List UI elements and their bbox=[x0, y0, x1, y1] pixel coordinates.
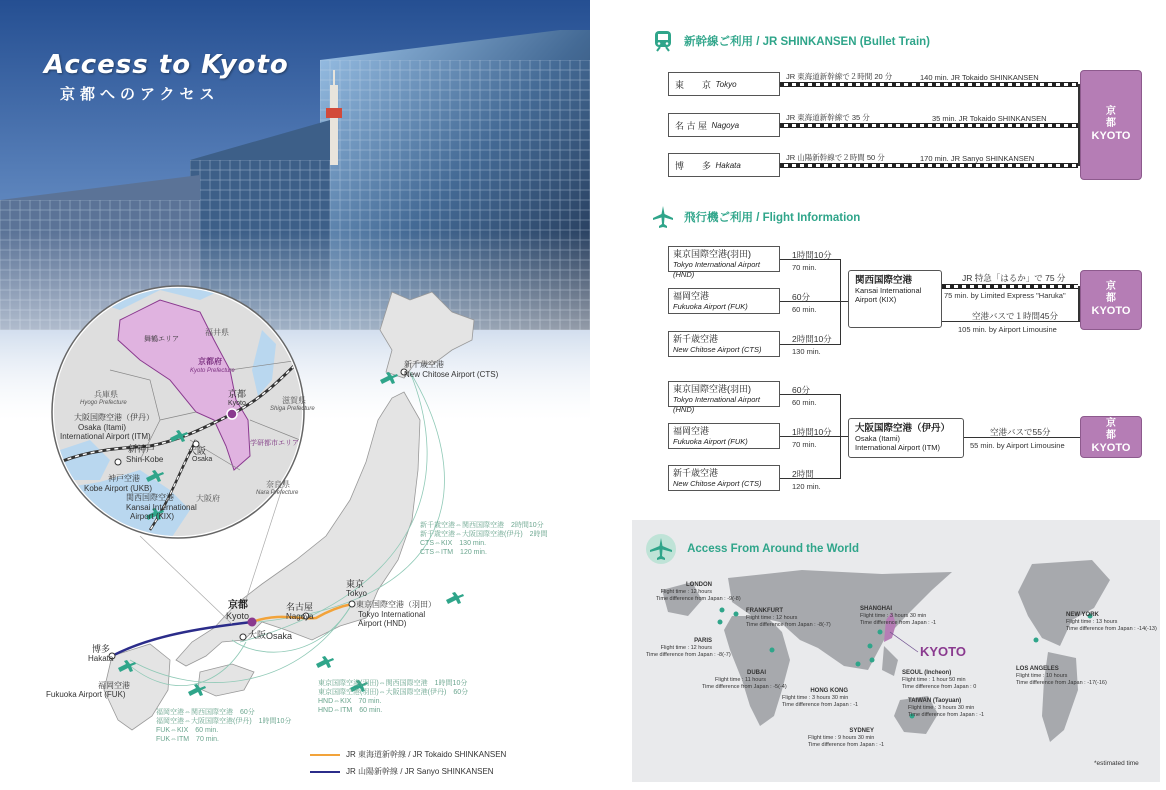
itm-origin-hnd bbox=[668, 381, 780, 414]
estimated-time-note: *estimated time bbox=[1094, 760, 1139, 767]
kix-origin-fuk-en: Fukuoka Airport (FUK) bbox=[673, 302, 748, 312]
kix-bracket bbox=[840, 259, 841, 345]
kix-hub-jp: 関西国際空港 bbox=[855, 275, 913, 286]
itm-time-hnd-jp: 60分 bbox=[792, 385, 810, 395]
city-hongkong-name: HONG KONG bbox=[810, 688, 848, 694]
fuk-note-4: FUK⇔ITM 70 min. bbox=[156, 736, 220, 743]
osaka-jp-label: 大阪 bbox=[248, 630, 267, 640]
osaka-en-label: Osaka bbox=[266, 631, 293, 641]
inset-osaka-jp: 大阪 bbox=[188, 446, 207, 456]
city-seoul-flight: Flight time : 1 hour 50 min bbox=[902, 677, 966, 684]
city-newyork-name: NEW YORK bbox=[1066, 612, 1099, 618]
city-dubai-diff: Time difference from Japan : -5(-4) bbox=[702, 683, 787, 690]
kix-time-fuk-jp: 60分 bbox=[792, 292, 810, 302]
city-london bbox=[656, 582, 741, 602]
kix-hub-en1: Kansai International bbox=[855, 286, 922, 296]
kyoto-en-label: Kyoto bbox=[226, 611, 250, 621]
fuk-note-3: FUK⇔KIX 60 min. bbox=[156, 727, 219, 734]
rail-nagoya bbox=[780, 123, 1078, 128]
origin-tokyo-en: Tokyo bbox=[715, 79, 737, 89]
hero-subtitle: 京都へのアクセス bbox=[60, 85, 220, 103]
kix-time-cts-jp: 2時間10分 bbox=[792, 334, 832, 344]
fukui-label: 福井県 bbox=[205, 328, 229, 337]
fuk-en-label: Fukuoka Airport (FUK) bbox=[46, 690, 126, 699]
city-newyork bbox=[1066, 612, 1157, 632]
world-heading bbox=[646, 534, 859, 564]
itm-time-hnd-en: 60 min. bbox=[792, 398, 817, 407]
airplane-icon bbox=[650, 204, 676, 230]
city-dubai-name: DUBAI bbox=[747, 670, 766, 676]
origin-hakata-jp: 博 多 bbox=[675, 160, 712, 171]
city-hongkong bbox=[782, 688, 859, 708]
kix-origin-cts-jp: 新千歳空港 bbox=[673, 334, 719, 344]
hyogo-en-label: Hyogo Prefecture bbox=[80, 400, 127, 406]
shiga-en-label: Shiga Prefecture bbox=[270, 406, 315, 412]
hnd-note-2: 東京国際空港(羽田)⇔大阪国際空港(伊丹) 60分 bbox=[318, 689, 469, 696]
shinkansen-heading-text: 新幹線ご利用 / JR SHINKANSEN (Bullet Train) bbox=[684, 36, 930, 48]
kix-time-cts-en: 130 min. bbox=[792, 347, 821, 356]
route-hakata-jp: JR 山陽新幹線で２時間 50 分 bbox=[786, 153, 885, 162]
ukb-jp-label: 神戸空港 bbox=[108, 474, 140, 483]
shinkobe-jp-label: 新神戸 bbox=[128, 444, 156, 454]
city-seoul bbox=[902, 670, 976, 690]
hnd-note-3: HND⇔KIX 70 min. bbox=[318, 698, 382, 705]
shinkobe-en-label: Shin-Kobe bbox=[126, 455, 164, 464]
city-paris-diff: Time difference from Japan : -8(-7) bbox=[646, 651, 731, 658]
cts-note-4: CTS⇔ITM 120 min. bbox=[420, 549, 487, 556]
city-losangeles-flight: Flight time : 10 hours bbox=[1016, 673, 1068, 680]
itm-hub-en1: Osaka (Itami) bbox=[855, 434, 901, 444]
city-dubai-flight: Flight time : 11 hours bbox=[715, 677, 766, 684]
nagoya-en-label: Nagoya bbox=[286, 612, 314, 621]
city-taiwan-flight: Flight time : 3 hours 30 min bbox=[908, 705, 975, 712]
itm-hub-en2: International Airport (ITM) bbox=[855, 443, 941, 453]
route-nagoya-en: 35 min. JR Tokaido SHINKANSEN bbox=[932, 114, 1047, 123]
city-frankfurt-diff: Time difference from Japan : -8(-7) bbox=[746, 621, 831, 628]
itm-time-cts-en: 120 min. bbox=[792, 482, 821, 491]
osaka-pref-label: 大阪府 bbox=[196, 494, 220, 503]
itm-origin-cts-en: New Chitose Airport (CTS) bbox=[673, 479, 762, 489]
kix-time-hnd-en: 70 min. bbox=[792, 263, 817, 272]
itm-origin-hnd-jp: 東京国際空港(羽田) bbox=[673, 384, 751, 394]
kix-en2-label: Airport (KIX) bbox=[130, 512, 175, 521]
shinkansen-kyoto-jp: 京 都 bbox=[1106, 106, 1142, 130]
route-nagoya-jp: JR 東海道新幹線で 35 分 bbox=[786, 113, 870, 122]
fuk-note-1: 福岡空港⇔関西国際空港 60分 bbox=[156, 709, 255, 716]
city-losangeles-diff: Time difference from Japan : -17(-16) bbox=[1016, 679, 1107, 686]
itm-origin-fuk bbox=[668, 423, 780, 449]
maizuru-label: 舞鶴エリア bbox=[144, 336, 179, 343]
origin-tokyo-jp: 東 京 bbox=[675, 79, 712, 90]
cts-note-3: CTS⇔KIX 130 min. bbox=[420, 540, 487, 547]
hnd-note-1: 東京国際空港(羽田)⇔関西国際空港 1時間10分 bbox=[318, 680, 468, 687]
inset-osaka-en: Osaka bbox=[192, 456, 213, 463]
city-paris-flight: Flight time : 12 hours bbox=[660, 645, 712, 652]
cts-note-2: 新千歳空港⇔大阪国際空港(伊丹) 2時間 bbox=[420, 531, 548, 538]
origin-hakata-en: Hakata bbox=[715, 160, 741, 170]
flight-heading-text: 飛行機ご利用 / Flight Information bbox=[684, 212, 861, 224]
city-frankfurt bbox=[746, 608, 831, 628]
city-losangeles bbox=[1016, 666, 1107, 686]
city-taiwan-diff: Time difference from Japan : -1 bbox=[908, 711, 985, 718]
itm-origin-cts-jp: 新千歳空港 bbox=[673, 468, 719, 478]
itm-jp-label: 大阪国際空港（伊丹） bbox=[74, 413, 154, 422]
city-hongkong-diff: Time difference from Japan : -1 bbox=[782, 701, 859, 708]
city-shanghai bbox=[860, 606, 936, 626]
fuk-note-2: 福岡空港⇔大阪国際空港(伊丹) 1時間10分 bbox=[156, 718, 292, 725]
tokaido-swatch bbox=[310, 754, 340, 756]
itm-en1-label: Osaka (Itami) bbox=[78, 423, 127, 432]
kyoto-pref-label: 京都府 bbox=[198, 357, 222, 366]
kix-origin-fuk-jp: 福岡空港 bbox=[673, 291, 710, 301]
kix-time-hnd-jp: 1時間10分 bbox=[792, 250, 832, 260]
route-tokyo-en: 140 min. JR Tokaido SHINKANSEN bbox=[920, 73, 1039, 82]
city-hongkong-flight: Flight time : 3 hours 30 min bbox=[782, 695, 849, 702]
limousine-kix-en: 105 min. by Airport Limousine bbox=[958, 325, 1057, 334]
city-sydney-name: SYDNEY bbox=[849, 728, 874, 734]
city-london-name: LONDON bbox=[686, 582, 712, 588]
kix-origin-cts-en: New Chitose Airport (CTS) bbox=[673, 345, 762, 355]
globe-plane-icon bbox=[646, 534, 676, 564]
fuk-jp-label: 福岡空港 bbox=[98, 681, 130, 690]
inset-kyoto-jp: 京都 bbox=[228, 389, 247, 399]
haruka-jp: JR 特急「はるか」で 75 分 bbox=[962, 273, 1066, 283]
limousine-kix-jp: 空港バスで１時間45分 bbox=[972, 311, 1058, 321]
route-tokyo-jp: JR 東海道新幹線で２時間 20 分 bbox=[786, 72, 893, 81]
itm-kyoto-en: KYOTO bbox=[1091, 442, 1131, 455]
kix-time-fuk-en: 60 min. bbox=[792, 305, 817, 314]
kix-hub-box bbox=[848, 270, 942, 328]
city-paris bbox=[646, 638, 731, 658]
shinkansen-kyoto-en: KYOTO bbox=[1091, 130, 1131, 143]
city-frankfurt-flight: Flight time : 12 hours bbox=[746, 615, 798, 622]
city-newyork-diff: Time difference from Japan : -14(-13) bbox=[1066, 625, 1157, 632]
itm-origin-fuk-en: Fukuoka Airport (FUK) bbox=[673, 437, 748, 447]
kix-origin-hnd bbox=[668, 246, 780, 279]
kix-kyoto-jp: 京 都 bbox=[1106, 281, 1142, 305]
itm-origin-fuk-jp: 福岡空港 bbox=[673, 426, 710, 436]
rail-tokyo bbox=[780, 82, 1078, 87]
inset-kyoto-en: Kyoto bbox=[228, 400, 246, 407]
legend-sanyo bbox=[310, 766, 494, 777]
legend-tokaido bbox=[310, 749, 506, 760]
itm-origin-hnd-en: Tokyo International Airport (HND) bbox=[673, 395, 760, 414]
kix-origin-cts bbox=[668, 331, 780, 357]
hakata-jp-label: 博多 bbox=[92, 644, 111, 654]
origin-tokyo bbox=[668, 72, 780, 96]
city-taiwan-name: TAIWAN (Taoyuan) bbox=[908, 698, 962, 704]
rail-haruka bbox=[942, 284, 1078, 289]
legend-sanyo-label: JR 山陽新幹線 / JR Sanyo SHINKANSEN bbox=[346, 767, 494, 776]
tokyo-en-label: Tokyo bbox=[346, 589, 367, 598]
shinkansen-kyoto-box bbox=[1080, 70, 1142, 180]
city-dubai bbox=[702, 670, 787, 690]
itm-en2-label: International Airport (ITM) bbox=[60, 432, 151, 441]
limousine-itm-en: 55 min. by Airport Limousine bbox=[970, 441, 1065, 450]
legend-tokaido-label: JR 東海道新幹線 / JR Tokaido SHINKANSEN bbox=[346, 750, 507, 759]
gakken-label: 学研都市エリア bbox=[250, 440, 299, 447]
itm-kyoto-box bbox=[1080, 416, 1142, 458]
limousine-itm-jp: 空港バスで55分 bbox=[990, 427, 1051, 437]
rail-hakata bbox=[780, 163, 1078, 168]
city-london-flight: Flight time : 12 hours bbox=[660, 589, 712, 596]
nara-label: 奈良県 bbox=[266, 480, 290, 489]
itm-kyoto-jp: 京 都 bbox=[1106, 418, 1142, 442]
itm-time-fuk-en: 70 min. bbox=[792, 440, 817, 449]
cts-en-label: New Chitose Airport (CTS) bbox=[404, 370, 499, 379]
nagoya-jp-label: 名古屋 bbox=[286, 602, 314, 612]
origin-nagoya-en: Nagoya bbox=[711, 120, 740, 130]
world-heading-text: Access From Around the World bbox=[687, 543, 859, 555]
hyogo-label: 兵庫県 bbox=[94, 390, 118, 399]
city-shanghai-name: SHANGHAI bbox=[860, 606, 893, 612]
shinkansen-heading bbox=[650, 28, 930, 54]
haruka-en: 75 min. by Limited Express "Haruka" bbox=[944, 291, 1066, 300]
city-london-diff: Time difference from Japan : -9(-8) bbox=[656, 595, 741, 602]
route-hakata-en: 170 min. JR Sanyo SHINKANSEN bbox=[920, 154, 1035, 163]
city-frankfurt-name: FRANKFURT bbox=[746, 608, 783, 614]
itm-bracket bbox=[840, 394, 841, 479]
itm-line-1 bbox=[780, 394, 840, 395]
ukb-en-label: Kobe Airport (UKB) bbox=[84, 484, 153, 493]
shiga-label: 滋賀県 bbox=[282, 396, 306, 405]
city-shanghai-flight: Flight time : 3 hours 30 min bbox=[860, 613, 927, 620]
kix-kyoto-en: KYOTO bbox=[1091, 305, 1131, 318]
city-losangeles-name: LOS ANGELES bbox=[1016, 666, 1059, 672]
train-icon bbox=[650, 28, 676, 54]
itm-time-fuk-jp: 1時間10分 bbox=[792, 427, 832, 437]
city-seoul-name: SEOUL (Incheon) bbox=[902, 670, 952, 676]
city-sydney-flight: Flight time : 9 hours 30 min bbox=[808, 735, 875, 742]
kix-line-2 bbox=[780, 301, 848, 302]
kix-en1-label: Kansai International bbox=[126, 503, 197, 512]
itm-time-cts-jp: 2時間 bbox=[792, 469, 814, 479]
cts-note-1: 新千歳空港⇔関西国際空港 2時間10分 bbox=[420, 522, 544, 529]
kyoto-jp-label: 京都 bbox=[228, 600, 248, 611]
kix-origin-hnd-en: Tokyo International Airport (HND) bbox=[673, 260, 760, 279]
itm-hub-box bbox=[848, 418, 964, 458]
kix-hub-en2: Airport (KIX) bbox=[855, 295, 897, 305]
city-sydney bbox=[808, 728, 885, 748]
origin-nagoya bbox=[668, 113, 780, 137]
hnd-en2-label: Airport (HND) bbox=[358, 619, 407, 628]
cts-jp-label: 新千歳空港 bbox=[404, 360, 444, 369]
hnd-jp-label: 東京国際空港（羽田） bbox=[356, 600, 436, 609]
nara-en-label: Nara Prefecture bbox=[256, 490, 299, 496]
city-sydney-diff: Time difference from Japan : -1 bbox=[808, 741, 885, 748]
world-map-panel bbox=[632, 520, 1160, 782]
kix-origin-hnd-jp: 東京国際空港(羽田) bbox=[673, 249, 751, 259]
city-newyork-flight: Flight time : 13 hours bbox=[1066, 619, 1118, 626]
origin-nagoya-jp: 名 古 屋 bbox=[675, 120, 708, 131]
kix-origin-fuk bbox=[668, 288, 780, 314]
world-kyoto-label: KYOTO bbox=[920, 644, 966, 659]
hero-title: Access to Kyoto bbox=[44, 50, 289, 80]
hnd-note-4: HND⇔ITM 60 min. bbox=[318, 707, 383, 714]
itm-origin-cts bbox=[668, 465, 780, 491]
sanyo-swatch bbox=[310, 771, 340, 773]
origin-hakata bbox=[668, 153, 780, 177]
kix-jp-label: 関西国際空港 bbox=[126, 493, 174, 502]
itm-hub-jp: 大阪国際空港（伊丹） bbox=[855, 423, 951, 434]
city-shanghai-diff: Time difference from Japan : -1 bbox=[860, 619, 937, 626]
hnd-en1-label: Tokyo International bbox=[358, 610, 426, 619]
kyoto-pref-en-label: Kyoto Prefecture bbox=[190, 368, 235, 374]
tokyo-jp-label: 東京 bbox=[346, 579, 365, 589]
city-taiwan bbox=[908, 698, 984, 718]
kix-kyoto-box bbox=[1080, 270, 1142, 330]
flight-heading bbox=[650, 204, 860, 230]
city-seoul-diff: Time difference from Japan : 0 bbox=[902, 683, 977, 690]
hakata-en-label: Hakata bbox=[88, 654, 114, 663]
city-paris-name: PARIS bbox=[694, 638, 712, 644]
